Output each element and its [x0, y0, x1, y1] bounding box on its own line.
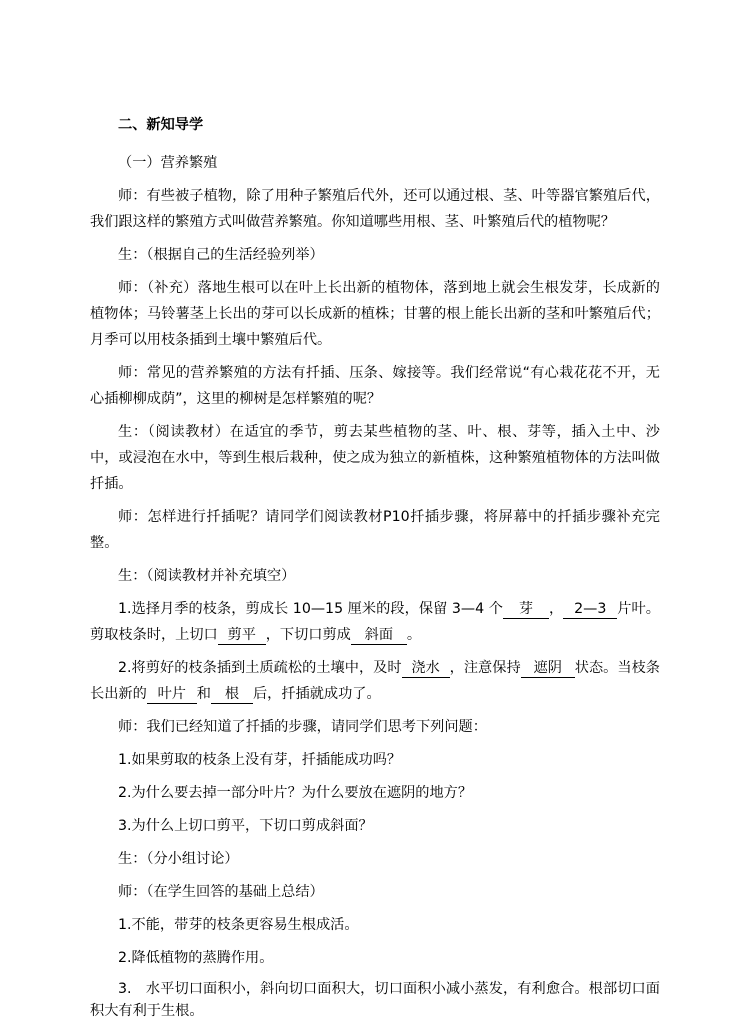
step-1-text: 1.选择月季的枝条，剪成长 10—15 厘米的段，保留 3—4 个 [118, 601, 503, 617]
step-1-text: ，下切口剪成 [265, 627, 351, 643]
step-2-paragraph [90, 655, 660, 707]
paragraph: 生：（分小组讨论） [118, 851, 239, 867]
paragraph: 师：（在学生回答的基础上总结） [118, 884, 324, 900]
document-body [90, 112, 660, 1029]
question-item: 1.如果剪取的枝条上没有芽，扦插能成功吗？ [118, 752, 402, 768]
step-2-text: 后，扦插就成功了。 [252, 686, 381, 702]
paragraph: 师：（补充）落地生根可以在叶上长出新的植物体，落到地上就会生根发芽，长成新的植物体；马铃薯茎上长出的芽可以长成新的植株；甘薯的根上能长出新的茎和叶繁殖后代；月季可以用枝条插到土壤中繁殖后代。 [90, 280, 660, 348]
subsection-title: （一）营养繁殖 [118, 155, 218, 171]
answer-item: 1.不能，带芽的枝条更容易生根成活。 [118, 917, 359, 933]
paragraph: 师：怎样进行扦插呢？请同学们阅读教材P10扦插步骤，将屏幕中的扦插步骤补充完整。 [90, 509, 660, 551]
step-1-text: 片叶。剪取枝条时，上切口 [90, 601, 660, 643]
answer-item: 2.降低植物的蒸腾作用。 [118, 950, 274, 966]
step-1-text: 。 [406, 627, 422, 643]
question-item: 3.为什么上切口剪平，下切口剪成斜面？ [118, 818, 373, 834]
step-2-text: 2.将剪好的枝条插到土质疏松的土壤中，及时 [118, 660, 402, 676]
paragraph: 生：（阅读教材）在适宜的季节，剪去某些植物的茎、叶、根、芽等，插入土中、沙中，或浸泡在水中，等到生根后栽种，使之成为独立的新植株，这种繁殖植物体的方法叫做扦插。 [90, 424, 660, 492]
fill-blank-answer: 芽 [503, 600, 549, 619]
step-2-text: ，注意保持 [449, 660, 521, 676]
paragraph: 师：我们已经知道了扦插的步骤，请同学们思考下列问题： [118, 719, 487, 735]
question-item: 2.为什么要去掉一部分叶片？为什么要放在遮阴的地方？ [118, 785, 473, 801]
fill-blank-answer: 叶片 [147, 685, 197, 704]
paragraph: 生：（阅读教材并补充填空） [118, 568, 296, 584]
paragraph: 师：有些被子植物，除了用种子繁殖后代外，还可以通过根、茎、叶等器官繁殖后代，我们跟这样的繁殖方式叫做营养繁殖。你知道哪些用根、茎、叶繁殖后代的植物呢？ [90, 188, 660, 230]
answer-item: 3. 水平切口面积小，斜向切口面积大，切口面积小减小蒸发，有利愈合。根部切口面积大有利于生根。 [90, 981, 660, 1019]
fill-blank-answer: 2—3 [563, 600, 617, 619]
fill-blank-answer: 遮阴 [521, 659, 575, 678]
fill-blank-answer: 浇水 [402, 659, 450, 678]
paragraph: 生：（根据自己的生活经验列举） [118, 247, 324, 263]
step-1-text: ， [548, 601, 564, 617]
fill-blank-answer: 根 [211, 685, 253, 704]
step-2-text: 和 [196, 686, 211, 702]
step-2-text: 状态。当枝条长出新的 [90, 660, 660, 702]
fill-blank-answer: 剪平 [218, 626, 266, 645]
step-1-paragraph [90, 596, 660, 648]
section-title: 二、新知导学 [118, 117, 204, 133]
paragraph: 师：常见的营养繁殖的方法有扦插、压条、嫁接等。我们经常说“有心栽花花不开，无心插柳柳成荫”，这里的柳树是怎样繁殖的呢？ [90, 365, 660, 407]
fill-blank-answer: 斜面 [351, 626, 407, 645]
